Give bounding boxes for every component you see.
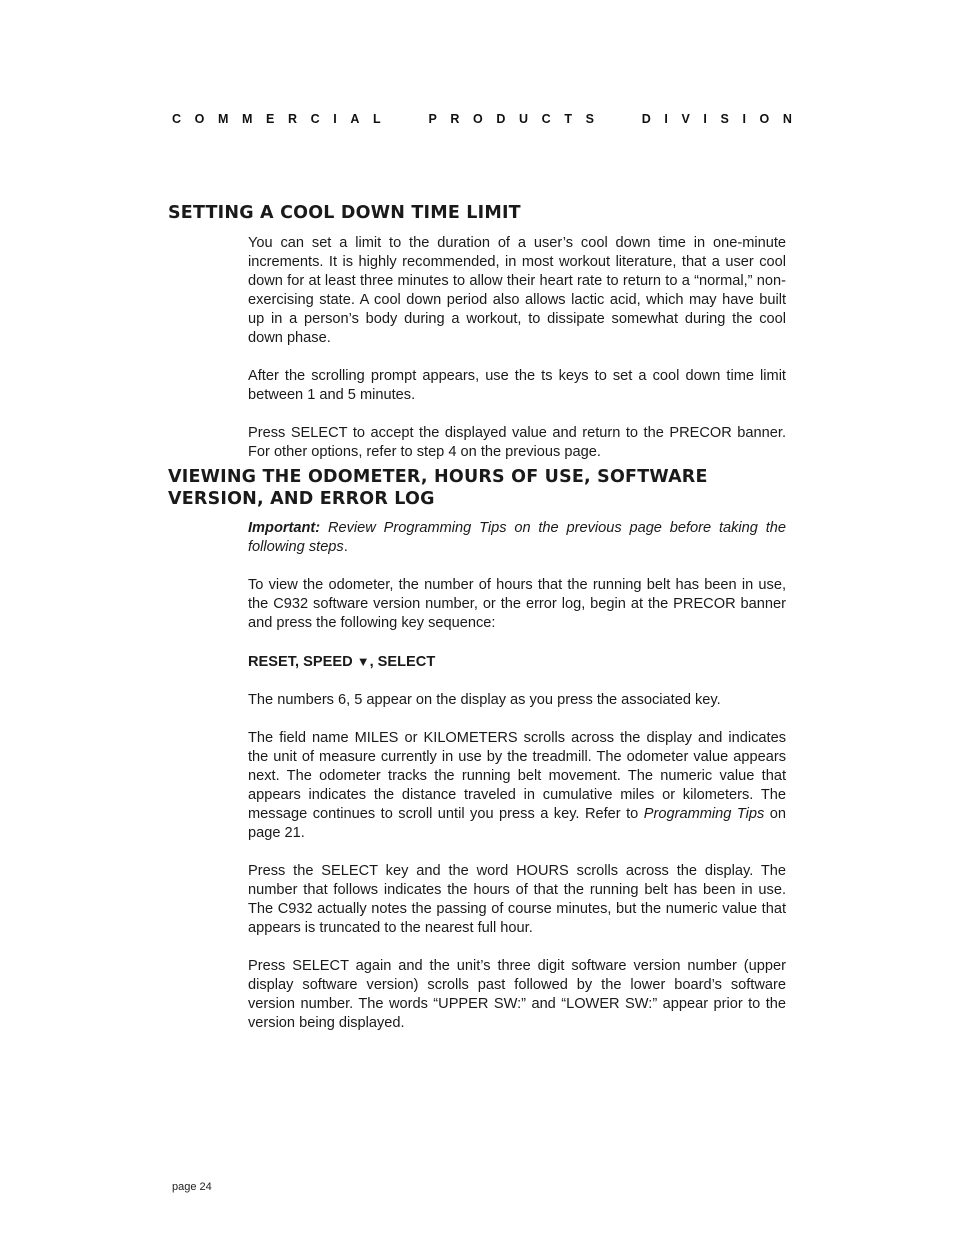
important-note [248, 519, 786, 557]
header-letter: T [564, 112, 572, 126]
running-header [172, 112, 792, 126]
section-odometer-body [248, 519, 786, 1033]
section-title-odometer [168, 466, 708, 510]
important-label: Important: [248, 520, 321, 536]
paragraph: Press SELECT again and the unit’s three digit software version number (upper display software version) scrolls past followed by the lower board’s software version number. The words “UPPER SW:” and “LOWER SW:” appear prior to the version being displayed. [248, 958, 786, 1031]
text-span: The field name MILES or KILOMETERS scrolls across the display and indicates the unit of measure currently in use by the treadmill. The odometer value appears next. The odometer tracks the running belt movement. The numeric value that appears indicates the distance traveled in cumulative miles or kilometers. The message continues to scroll until you press a key. Refer to [248, 730, 786, 822]
header-letter: V [681, 112, 690, 126]
header-letter: E [266, 112, 275, 126]
header-letter: D [496, 112, 506, 126]
paragraph: Press SELECT to accept the displayed value and return to the PRECOR banner. For other options, refer to step 4 on the previous page. [248, 425, 786, 460]
header-letter: N [782, 112, 792, 126]
header-gap [411, 112, 414, 126]
header-letter: C [172, 112, 182, 126]
header-letter: I [333, 112, 337, 126]
paragraph: To view the odometer, the number of hours that the running belt has been in use, the C932 software version number, or the error log, begin at the PRECOR banner and press the following key sequence: [248, 577, 786, 631]
section-title-cool-down: SETTING A COOL DOWN TIME LIMIT [168, 203, 521, 223]
header-letter: C [310, 112, 320, 126]
paragraph: After the scrolling prompt appears, use the ts keys to set a cool down time limit between 1 and 5 minutes. [248, 368, 786, 403]
paragraph: You can set a limit to the duration of a user’s cool down time in one-minute increments. It is highly recommended, in most workout literature, that a user cool down for at least three minutes to allow their heart rate to return to a “normal,” non-exercising state. A cool down period also allows lactic acid, which may have built up in a person’s body during a workout, to dissipate somewhat during the cool down phase. [248, 235, 786, 346]
section-cool-down-body [248, 234, 786, 462]
header-letter: O [194, 112, 205, 126]
header-gap [394, 112, 397, 126]
paragraph [248, 729, 786, 843]
key-seq-part: RESET, SPEED [248, 654, 357, 670]
header-letter: R [450, 112, 460, 126]
header-letter: O [759, 112, 770, 126]
key-seq-part: , SELECT [369, 654, 436, 670]
important-text: Review Programming Tips on the previous page before taking the following steps [248, 520, 786, 555]
header-letter: A [350, 112, 360, 126]
title-line: VIEWING THE ODOMETER, HOURS OF USE, SOFTWARE [168, 467, 708, 487]
title-line: VERSION, AND ERROR LOG [168, 489, 435, 509]
page-number: page 24 [172, 1181, 212, 1193]
header-letter: C [541, 112, 551, 126]
header-letter: I [742, 112, 746, 126]
header-letter: L [373, 112, 381, 126]
down-arrow-icon: ▼ [356, 654, 370, 669]
paragraph: Press the SELECT key and the word HOURS scrolls across the display. The number that follows indicates the hours of that the running belt has been in use. The C932 actually notes the passing of course minutes, but the numeric value that appears is truncated to the nearest full hour. [248, 863, 786, 936]
important-end: . [343, 539, 348, 555]
header-gap [625, 112, 628, 126]
text-span: on page 21. [248, 806, 786, 841]
header-letter: O [473, 112, 483, 126]
header-letter: R [288, 112, 298, 126]
header-letter: I [703, 112, 707, 126]
header-letter: U [519, 112, 529, 126]
header-letter: M [242, 112, 253, 126]
paragraph: The numbers 6, 5 appear on the display as you press the associated key. [248, 692, 721, 708]
header-letter: M [217, 112, 229, 126]
header-letter: I [664, 112, 668, 126]
cross-reference: Programming Tips [643, 806, 765, 822]
header-letter: D [641, 112, 651, 126]
header-letter: S [585, 112, 594, 126]
header-letter: P [428, 112, 437, 126]
header-letter: S [720, 112, 729, 126]
key-sequence [248, 652, 786, 672]
header-gap [608, 112, 611, 126]
